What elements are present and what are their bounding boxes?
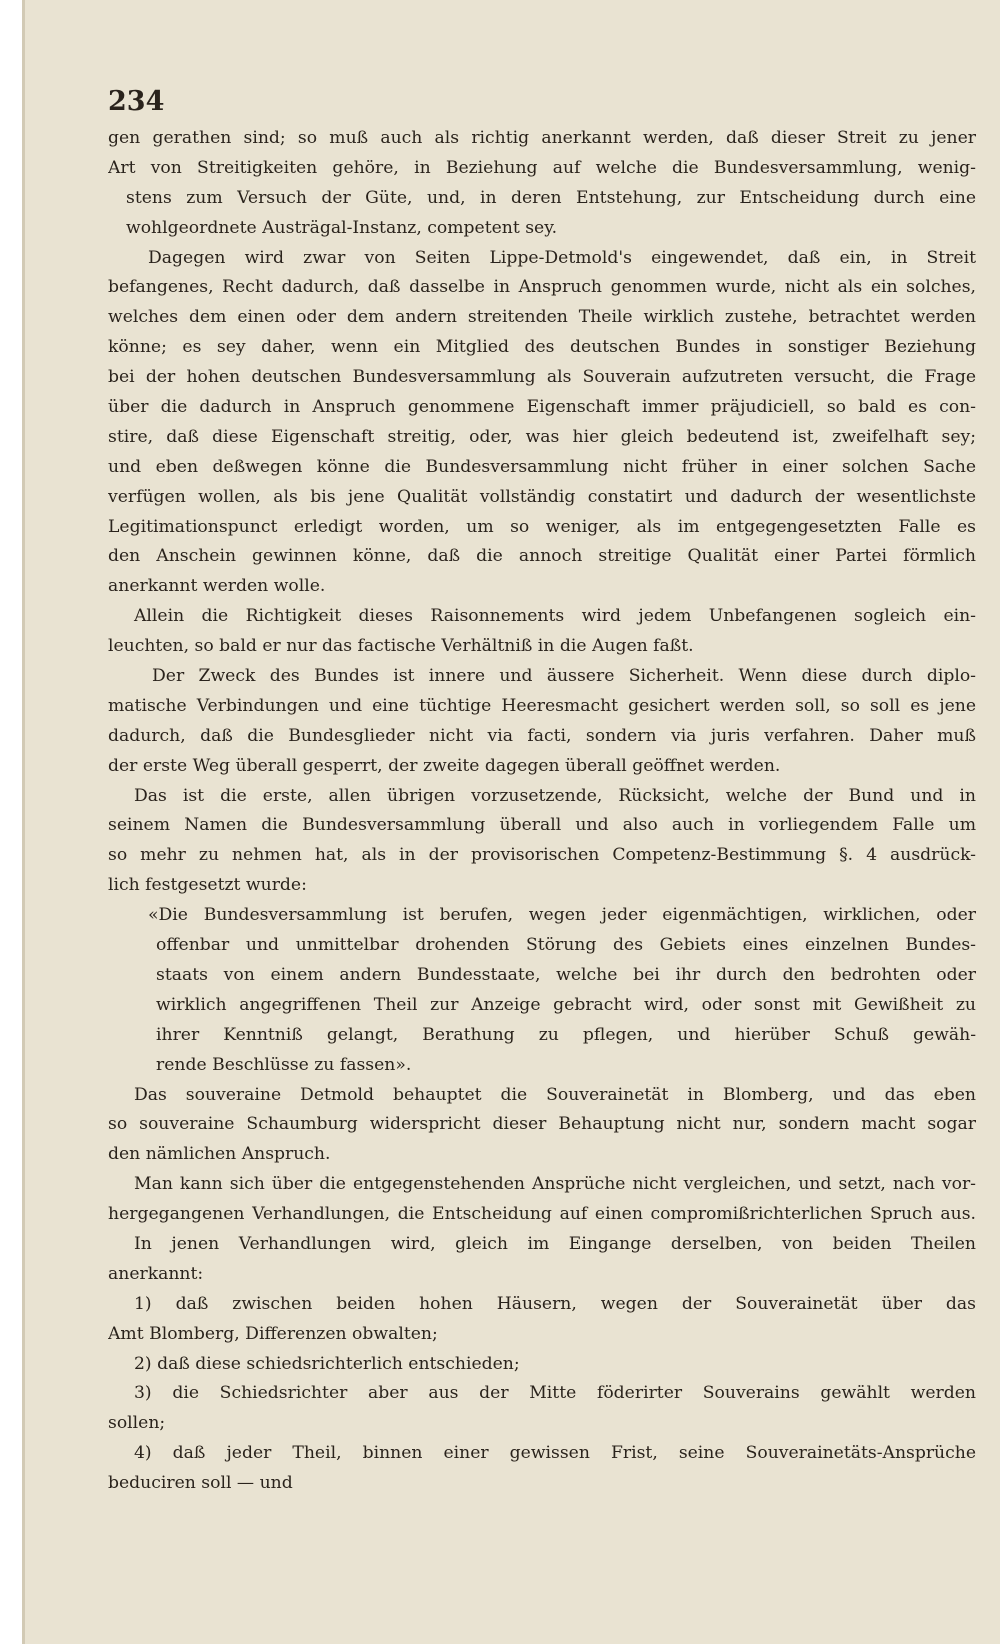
text-line: dadurch, daß die Bundesglieder nicht via facti, sondern via juris verfahren. Daher muß [108, 725, 976, 746]
text-line: den nämlichen Anspruch. [108, 1144, 331, 1165]
text-line: In jenen Verhandlungen wird, gleich im Eingange derselben, von beiden Theilen [134, 1233, 976, 1254]
text-line: könne; es sey daher, wenn ein Mitglied des deutschen Bundes in sonstiger Beziehung [108, 337, 976, 358]
text-line: leuchten, so bald er nur das factische Verhältniß in die Augen faßt. [108, 636, 694, 657]
body-text [108, 124, 976, 1499]
text-line: beduciren soll — und [108, 1473, 293, 1494]
text-line: Dagegen wird zwar von Seiten Lippe-Detmold's eingewendet, daß ein, in Streit [148, 247, 976, 268]
text-line: rende Beschlüsse zu fassen». [156, 1054, 412, 1075]
text-line: den Anschein gewinnen könne, daß die annoch streitige Qualität einer Partei förmlich [108, 546, 976, 567]
text-line: stire, daß diese Eigenschaft streitig, oder, was hier gleich bedeutend ist, zweifelhaft sey; [108, 426, 976, 447]
text-line: sollen; [108, 1413, 166, 1434]
text-line: und eben deßwegen könne die Bundesversammlung nicht früher in einer solchen Sache [108, 456, 976, 477]
text-line: «Die Bundesversammlung ist berufen, wegen jeder eigenmächtigen, wirklichen, oder [148, 905, 976, 926]
text-line: 4) daß jeder Theil, binnen einer gewissen Frist, seine Souverainetäts-Ansprüche [134, 1443, 976, 1464]
text-line: Allein die Richtigkeit dieses Raisonnements wird jedem Unbefangenen sogleich ein- [134, 606, 976, 627]
text-line: anerkannt werden wolle. [108, 576, 326, 597]
text-line: lich festgesetzt wurde: [108, 875, 307, 896]
text-line: offenbar und unmittelbar drohenden Störung des Gebiets eines einzelnen Bundes- [156, 935, 976, 956]
text-line: Der Zweck des Bundes ist innere und äussere Sicherheit. Wenn diese durch diplo- [152, 666, 976, 687]
text-line: seinem Namen die Bundesversammlung überall und also auch in vorliegendem Falle um [108, 815, 976, 836]
text-line: matische Verbindungen und eine tüchtige Heeresmacht gesichert werden soll, so soll es jene [108, 695, 976, 716]
text-line: 1) daß zwischen beiden hohen Häusern, wegen der Souverainetät über das [134, 1293, 976, 1314]
text-line: so mehr zu nehmen hat, als in der provisorischen Competenz-Bestimmung §. 4 ausdrück- [108, 845, 976, 866]
text-line: so souveraine Schaumburg widerspricht dieser Behauptung nicht nur, sondern macht sogar [108, 1114, 976, 1135]
text-line: wohlgeordnete Austrägal-Instanz, competent sey. [126, 217, 558, 238]
text-line: 3) die Schiedsrichter aber aus der Mitte föderirter Souverains gewählt werden [134, 1383, 976, 1404]
text-line: verfügen wollen, als bis jene Qualität vollständig constatirt und dadurch der wesentlichste [108, 486, 976, 507]
text-line: wirklich angegriffenen Theil zur Anzeige gebracht wird, oder sonst mit Gewißheit zu [156, 994, 976, 1015]
text-line: 2) daß diese schiedsrichterlich entschieden; [134, 1353, 520, 1374]
text-line: der erste Weg überall gesperrt, der zweite dagegen überall geöffnet werden. [108, 755, 781, 776]
text-line: welches dem einen oder dem andern streitenden Theile wirklich zustehe, betrachtet werden [108, 307, 976, 328]
text-line: gen gerathen sind; so muß auch als richtig anerkannt werden, daß dieser Streit zu jener [108, 128, 976, 148]
text-line: Amt Blomberg, Differenzen obwalten; [108, 1323, 438, 1344]
page-number: 234 [108, 86, 165, 117]
text-line: hergegangenen Verhandlungen, die Entscheidung auf einen compromißrichterlichen Spruch aus. [108, 1204, 976, 1225]
text-line: befangenes, Recht dadurch, daß dasselbe in Anspruch genommen wurde, nicht als ein solches, [108, 277, 976, 298]
text-line: stens zum Versuch der Güte, und, in deren Entstehung, zur Entscheidung durch eine [126, 187, 976, 208]
text-line: Man kann sich über die entgegenstehenden Ansprüche nicht vergleichen, und setzt, nach vor- [134, 1174, 976, 1195]
text-line: anerkannt: [108, 1263, 204, 1284]
text-line: Legitimationspunct erledigt worden, um so weniger, als im entgegengesetzten Falle es [108, 516, 976, 537]
text-line: über die dadurch in Anspruch genommene Eigenschaft immer präjudiciell, so bald es con- [108, 397, 976, 418]
text-line: staats von einem andern Bundesstaate, welche bei ihr durch den bedrohten oder [156, 964, 976, 985]
text-line: bei der hohen deutschen Bundesversammlung als Souverain aufzutreten versucht, die Frage [108, 367, 976, 388]
text-line: Das ist die erste, allen übrigen vorzusetzende, Rücksicht, welche der Bund und in [134, 785, 976, 806]
scan-edge [22, 0, 25, 1644]
text-line: ihrer Kenntniß gelangt, Berathung zu pflegen, und hierüber Schuß gewäh- [156, 1024, 976, 1045]
text-line: Art von Streitigkeiten gehöre, in Beziehung auf welche die Bundesversammlung, wenig- [108, 157, 976, 178]
text-line: Das souveraine Detmold behauptet die Souverainetät in Blomberg, und das eben [134, 1084, 976, 1105]
